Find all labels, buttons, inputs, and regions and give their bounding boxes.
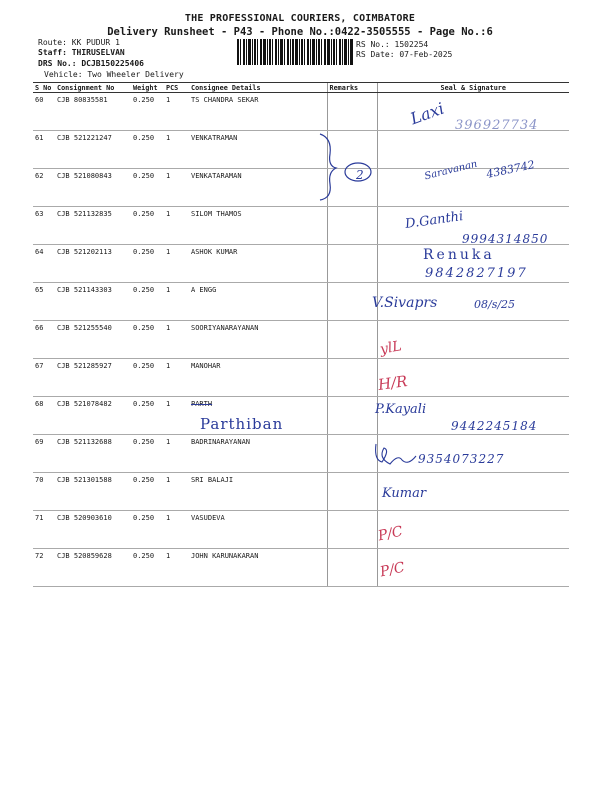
signature-name-66: V.Sivaprs xyxy=(372,295,438,311)
cell-weight: 0.250 xyxy=(131,245,164,283)
table-row xyxy=(33,93,569,131)
cell-remarks xyxy=(327,283,377,321)
signature-name-71: Kumar xyxy=(382,486,427,501)
cell-weight: 0.250 xyxy=(131,321,164,359)
cell-consignee: A ENGG xyxy=(189,283,327,321)
cell-consignee: VENKATRAMAN xyxy=(189,131,327,169)
cell-consignment: CJB 521132688 xyxy=(55,435,131,473)
cell-consignee: BADRINARAYANAN xyxy=(189,435,327,473)
col-weight: Weight xyxy=(131,83,164,93)
staff-label: Staff: THIRUSELVAN xyxy=(38,48,125,57)
signature-phone-69: 9442245184 xyxy=(451,419,538,433)
col-remarks: Remarks xyxy=(327,83,377,93)
signature-phone-70: 9354073227 xyxy=(418,452,505,466)
cell-pcs: 1 xyxy=(164,169,189,207)
cell-consignee: PARTH xyxy=(189,397,327,435)
remark-count-62: 2 xyxy=(356,168,364,182)
signature-mark-72: P/C xyxy=(376,523,405,545)
cell-seal xyxy=(377,549,569,587)
company-title: THE PROFESSIONAL COURIERS, COIMBATORE xyxy=(184,13,416,24)
table-row xyxy=(33,131,569,169)
cell-seal xyxy=(377,169,569,207)
cell-remarks xyxy=(327,169,377,207)
cell-remarks xyxy=(327,435,377,473)
cell-pcs: 1 xyxy=(164,359,189,397)
signature-phone-60: 396927734 xyxy=(455,118,539,133)
cell-sno: 66 xyxy=(33,321,55,359)
signature-name-64: D.Ganthi xyxy=(404,209,465,232)
cell-consignee: MANOHAR xyxy=(189,359,327,397)
cell-pcs: 1 xyxy=(164,435,189,473)
cell-consignment: CJB 80835581 xyxy=(55,93,131,131)
cell-seal xyxy=(377,511,569,549)
cell-weight: 0.250 xyxy=(131,511,164,549)
signature-name-65: Renuka xyxy=(423,247,495,263)
cell-pcs: 1 xyxy=(164,207,189,245)
cell-pcs: 1 xyxy=(164,131,189,169)
cell-consignment: CJB 521143303 xyxy=(55,283,131,321)
cell-weight: 0.250 xyxy=(131,169,164,207)
cell-remarks xyxy=(327,131,377,169)
cell-pcs: 1 xyxy=(164,397,189,435)
cell-remarks xyxy=(327,207,377,245)
rs-date: RS Date: 07-Feb-2025 xyxy=(356,50,453,59)
cell-remarks xyxy=(327,397,377,435)
cell-consignment: CJB 521078482 xyxy=(55,397,131,435)
cell-pcs: 1 xyxy=(164,549,189,587)
cell-weight: 0.250 xyxy=(131,397,164,435)
cell-remarks xyxy=(327,359,377,397)
barcode-icon xyxy=(237,39,353,65)
table-row xyxy=(33,473,569,511)
cell-sno: 67 xyxy=(33,359,55,397)
col-consignment: Consignment No xyxy=(55,83,131,93)
cell-seal xyxy=(377,131,569,169)
table-row xyxy=(33,397,569,435)
cell-remarks xyxy=(327,473,377,511)
signature-mark-73: P/C xyxy=(378,559,407,581)
cell-sno: 60 xyxy=(33,93,55,131)
cell-sno: 63 xyxy=(33,207,55,245)
cell-consignee: SOORIYANARAYANAN xyxy=(189,321,327,359)
cell-remarks xyxy=(327,245,377,283)
table-row xyxy=(33,207,569,245)
signature-scribble-60: Laxi xyxy=(407,98,447,129)
cell-consignee: ASHOK KUMAR xyxy=(189,245,327,283)
cell-pcs: 1 xyxy=(164,93,189,131)
drs-label: DRS No.: DCJB150225406 xyxy=(38,59,144,68)
cell-seal xyxy=(377,397,569,435)
cell-sno: 69 xyxy=(33,435,55,473)
table-row xyxy=(33,169,569,207)
cell-weight: 0.250 xyxy=(131,549,164,587)
cell-weight: 0.250 xyxy=(131,207,164,245)
route-label: Route: KK PUDUR 1 xyxy=(38,38,120,47)
cell-consignment: CJB 521080843 xyxy=(55,169,131,207)
cell-consignee: SILOM THAMOS xyxy=(189,207,327,245)
cell-consignment: CJB 520903610 xyxy=(55,511,131,549)
cell-consignment: CJB 521202113 xyxy=(55,245,131,283)
cell-seal xyxy=(377,283,569,321)
consignee-correction-68: Parthiban xyxy=(200,415,284,433)
cell-consignment: CJB 521301588 xyxy=(55,473,131,511)
cell-consignee: TS CHANDRA SEKAR xyxy=(189,93,327,131)
cell-consignment: CJB 521285927 xyxy=(55,359,131,397)
table-row xyxy=(33,435,569,473)
cell-sno: 62 xyxy=(33,169,55,207)
cell-remarks xyxy=(327,511,377,549)
cell-sno: 70 xyxy=(33,473,55,511)
table-row xyxy=(33,321,569,359)
cell-pcs: 1 xyxy=(164,283,189,321)
cell-consignee: JOHN KARUNAKARAN xyxy=(189,549,327,587)
cell-pcs: 1 xyxy=(164,321,189,359)
cell-remarks xyxy=(327,321,377,359)
cell-sno: 71 xyxy=(33,511,55,549)
cell-seal xyxy=(377,207,569,245)
signature-name-62: Saravanan xyxy=(423,158,479,183)
signature-mark-68: H/R xyxy=(376,372,409,394)
cell-consignment: CJB 520859628 xyxy=(55,549,131,587)
table-row xyxy=(33,245,569,283)
cell-remarks xyxy=(327,549,377,587)
col-consignee: Consignee Details xyxy=(189,83,327,93)
cell-weight: 0.250 xyxy=(131,93,164,131)
runsheet-table xyxy=(33,82,569,587)
cell-weight: 0.250 xyxy=(131,359,164,397)
cell-seal xyxy=(377,435,569,473)
signature-phone-64: 9994314850 xyxy=(462,232,549,246)
cell-seal xyxy=(377,245,569,283)
col-pcs: PCS xyxy=(164,83,189,93)
rs-number: RS No.: 1502254 xyxy=(356,40,429,49)
cell-pcs: 1 xyxy=(164,511,189,549)
cell-weight: 0.250 xyxy=(131,283,164,321)
cell-weight: 0.250 xyxy=(131,131,164,169)
cell-seal xyxy=(377,473,569,511)
cell-consignment: CJB 521255540 xyxy=(55,321,131,359)
signature-mark-67: ylL xyxy=(378,338,403,358)
cell-sno: 61 xyxy=(33,131,55,169)
cell-sno: 72 xyxy=(33,549,55,587)
signature-phone-65: 9842827197 xyxy=(425,266,528,281)
table-row xyxy=(33,549,569,587)
vehicle-label: Vehicle: Two Wheeler Delivery xyxy=(44,70,184,79)
cell-consignment: CJB 521221247 xyxy=(55,131,131,169)
cell-seal xyxy=(377,321,569,359)
cell-sno: 65 xyxy=(33,283,55,321)
cell-seal xyxy=(377,93,569,131)
table-row xyxy=(33,283,569,321)
col-sno: S No xyxy=(33,83,55,93)
table-row xyxy=(33,359,569,397)
table-row xyxy=(33,511,569,549)
cell-consignment: CJB 521132835 xyxy=(55,207,131,245)
signature-date-66: 08/s/25 xyxy=(474,298,516,311)
cell-sno: 64 xyxy=(33,245,55,283)
col-seal: Seal & Signature xyxy=(377,83,569,93)
table-header-row xyxy=(33,83,569,93)
runsheet-title: Delivery Runsheet - P43 - Phone No.:0422-3505555 - Page No.:6 xyxy=(107,26,493,38)
cell-consignee: SRI BALAJI xyxy=(189,473,327,511)
cell-pcs: 1 xyxy=(164,473,189,511)
signature-phone-62: 4383742 xyxy=(485,158,536,181)
signature-name-69: P.Kayali xyxy=(375,402,427,417)
cell-remarks xyxy=(327,93,377,131)
cell-seal xyxy=(377,359,569,397)
cell-consignee: VASUDEVA xyxy=(189,511,327,549)
cell-pcs: 1 xyxy=(164,245,189,283)
cell-sno: 68 xyxy=(33,397,55,435)
cell-weight: 0.250 xyxy=(131,435,164,473)
cell-weight: 0.250 xyxy=(131,473,164,511)
cell-consignee: VENKATARAMAN xyxy=(189,169,327,207)
